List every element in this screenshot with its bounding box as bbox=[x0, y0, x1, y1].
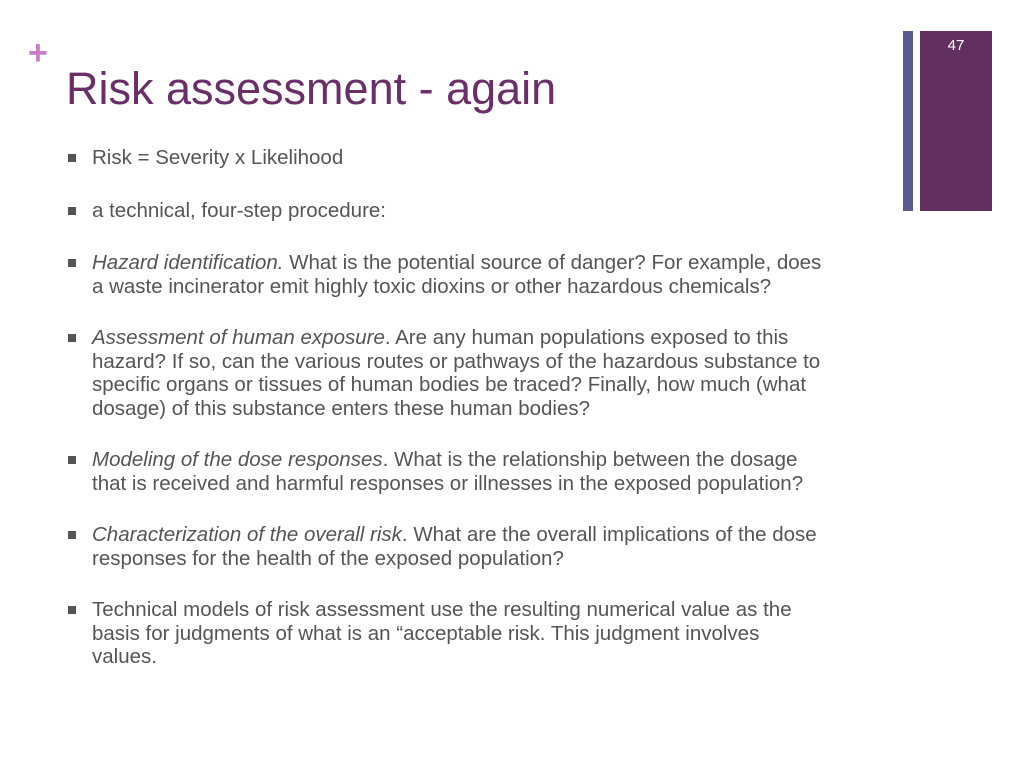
bullet-square-icon bbox=[68, 207, 76, 215]
bullet-list bbox=[66, 146, 976, 697]
bullet-item bbox=[66, 199, 976, 223]
bullet-italic-term: Assessment of human exposure bbox=[92, 326, 385, 349]
bullet-line bbox=[92, 326, 976, 350]
bullet-square-icon bbox=[68, 334, 76, 342]
bullet-line bbox=[92, 448, 976, 472]
bullet-item bbox=[66, 448, 976, 495]
bullet-square-icon bbox=[68, 456, 76, 464]
bullet-item bbox=[66, 146, 976, 170]
bullet-text: Risk = Severity x Likelihood bbox=[92, 146, 344, 169]
bullet-text: . What is the relationship between the dosage bbox=[382, 448, 798, 471]
bullet-line: dosage) of this substance enters these human bodies? bbox=[92, 396, 591, 420]
slide-title: Risk assessment - again bbox=[66, 63, 557, 114]
bullet-line: a waste incinerator emit highly toxic dioxins or other hazardous chemicals? bbox=[92, 274, 772, 298]
bullet-square-icon bbox=[68, 154, 76, 162]
bullet-square-icon bbox=[68, 606, 76, 614]
bullet-text: a technical, four-step procedure: bbox=[92, 198, 386, 222]
bullet-line: responses for the health of the exposed population? bbox=[92, 546, 564, 570]
bullet-line: Technical models of risk assessment use the resulting numerical value as the bbox=[92, 598, 792, 621]
bullet-line: values. bbox=[92, 645, 157, 668]
bullet-line bbox=[92, 523, 976, 547]
plus-icon: + bbox=[28, 34, 48, 72]
bullet-line: basis for judgments of what is an “acceptable risk. This judgment involves bbox=[92, 621, 760, 645]
bullet-item bbox=[66, 326, 976, 420]
bullet-italic-term: Hazard identification. bbox=[92, 251, 284, 274]
bullet-item bbox=[66, 523, 976, 570]
bullet-item bbox=[66, 598, 976, 669]
bullet-line: that is received and harmful responses or illnesses in the exposed population? bbox=[92, 471, 804, 495]
bullet-square-icon bbox=[68, 531, 76, 539]
bullet-item bbox=[66, 251, 976, 298]
bullet-square-icon bbox=[68, 259, 76, 267]
bullet-line: hazard? If so, can the various routes or pathways of the hazardous substance to bbox=[92, 349, 821, 373]
bullet-text: . What are the overall implications of the dose bbox=[401, 523, 817, 546]
bullet-text: . Are any human populations exposed to this bbox=[384, 326, 789, 349]
slide-number: 47 bbox=[947, 37, 965, 54]
bullet-italic-term: Modeling of the dose responses bbox=[92, 448, 383, 471]
bullet-text: What is the potential source of danger? For example, does bbox=[283, 251, 822, 274]
bullet-line: specific organs or tissues of human bodies be traced? Finally, how much (what bbox=[92, 373, 807, 396]
bullet-line bbox=[92, 251, 976, 275]
bullet-italic-term: Characterization of the overall risk bbox=[92, 523, 402, 546]
